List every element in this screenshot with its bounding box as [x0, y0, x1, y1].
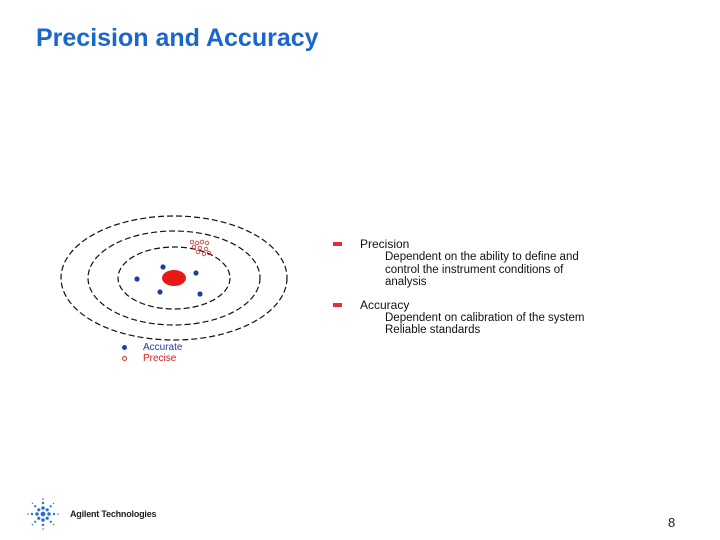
accurate-dot: [134, 276, 139, 281]
accurate-dot: [157, 289, 162, 294]
page-number: 8: [668, 515, 676, 530]
precise-dot: [202, 252, 206, 256]
legend-precise-label: Precise: [143, 353, 177, 364]
precise-dot: [200, 240, 204, 244]
legend-precise: [122, 353, 182, 364]
bullet-heading: Precision: [360, 237, 410, 251]
bullet-subline: analysis: [385, 276, 427, 288]
bullet-subline: Dependent on calibration of the system: [385, 311, 585, 324]
agilent-logo: [26, 497, 156, 531]
target-rings: [56, 212, 306, 347]
precise-dot: [190, 240, 194, 244]
bullet-precision: [333, 238, 693, 289]
precise-dot: [204, 247, 208, 251]
precise-dot-icon: [122, 356, 127, 361]
bullet-square-icon: [333, 303, 342, 307]
precise-dot: [205, 241, 209, 245]
bullet-accuracy: [333, 299, 693, 337]
logo-text: Agilent Technologies: [70, 509, 157, 519]
precise-dot: [192, 245, 196, 249]
accurate-dot: [197, 291, 202, 296]
legend-accurate-label: Accurate: [143, 342, 183, 353]
slide-title: Precision and Accuracy: [36, 24, 319, 52]
accurate-dot-icon: [122, 345, 127, 350]
bullseye: [162, 270, 186, 286]
bullet-subline: control the instrument conditions of: [385, 263, 564, 276]
accurate-dot: [193, 270, 198, 275]
bullet-subline: Dependent on the ability to define and: [385, 251, 579, 263]
accurate-dot: [160, 264, 165, 269]
bullet-subline: Reliable standards: [385, 324, 481, 336]
bullet-heading: Accuracy: [360, 297, 410, 312]
target-legend: [122, 342, 182, 364]
precise-dot: [196, 250, 200, 254]
legend-accurate: [122, 342, 182, 353]
bullet-list: [333, 238, 693, 347]
precise-dot: [198, 246, 202, 250]
precise-dot: [195, 241, 199, 245]
agilent-spark-icon: [26, 497, 60, 531]
target-diagram: [56, 212, 306, 347]
bullet-square-icon: [333, 242, 342, 246]
